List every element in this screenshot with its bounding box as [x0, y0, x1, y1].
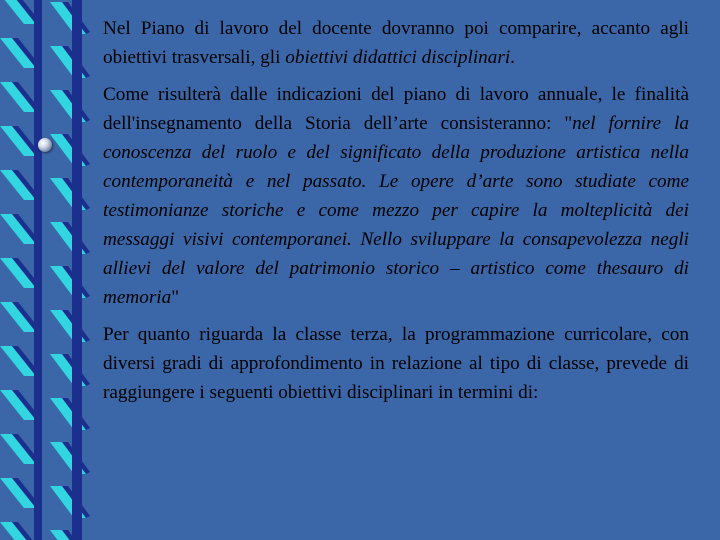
- paragraph-1-run-2: obiettivi didattici disciplinari: [285, 47, 511, 68]
- ribbon-bar: [34, 0, 42, 540]
- paragraph-1: [103, 14, 689, 72]
- paragraph-2-run-1: Come risulterà dalle indicazioni del piano di lavoro annuale, le finalità dell'insegnamento della Storia dell’arte consisteranno: ": [103, 84, 689, 134]
- paragraph-2: [103, 80, 689, 312]
- paragraph-2-run-3: ": [171, 287, 180, 308]
- paragraph-1-run-3: .: [510, 47, 515, 68]
- paragraph-2-run-2: nel fornire la conoscenza del ruolo e del significato della produzione artistica nella contemporaneità e nel passato. Le opere d’arte sono studiate come testimonianze storiche e come mezzo per capire la molteplicità dei messaggi visivi contemporanei. Nello sviluppare la consapevolezza negli allievi del valore del patrimonio storico – artistico come thesauro di memoria: [103, 113, 689, 308]
- ribbon-bar: [72, 0, 82, 540]
- bullet-orb-icon: [38, 138, 52, 152]
- paragraph-3-run-1: Per quanto riguarda la classe terza, la programmazione curricolare, con diversi gradi di approfondimento in relazione al tipo di classe, prevede di raggiungere i seguenti obiettivi disciplinari in termini di:: [103, 324, 689, 403]
- decorative-ribbon: [0, 0, 90, 540]
- slide-body: [103, 14, 689, 415]
- paragraph-3: [103, 320, 689, 407]
- paragraph-1-run-1: Nel Piano di lavoro del docente dovranno poi comparire, accanto agli obiettivi trasversali, gli: [103, 18, 689, 68]
